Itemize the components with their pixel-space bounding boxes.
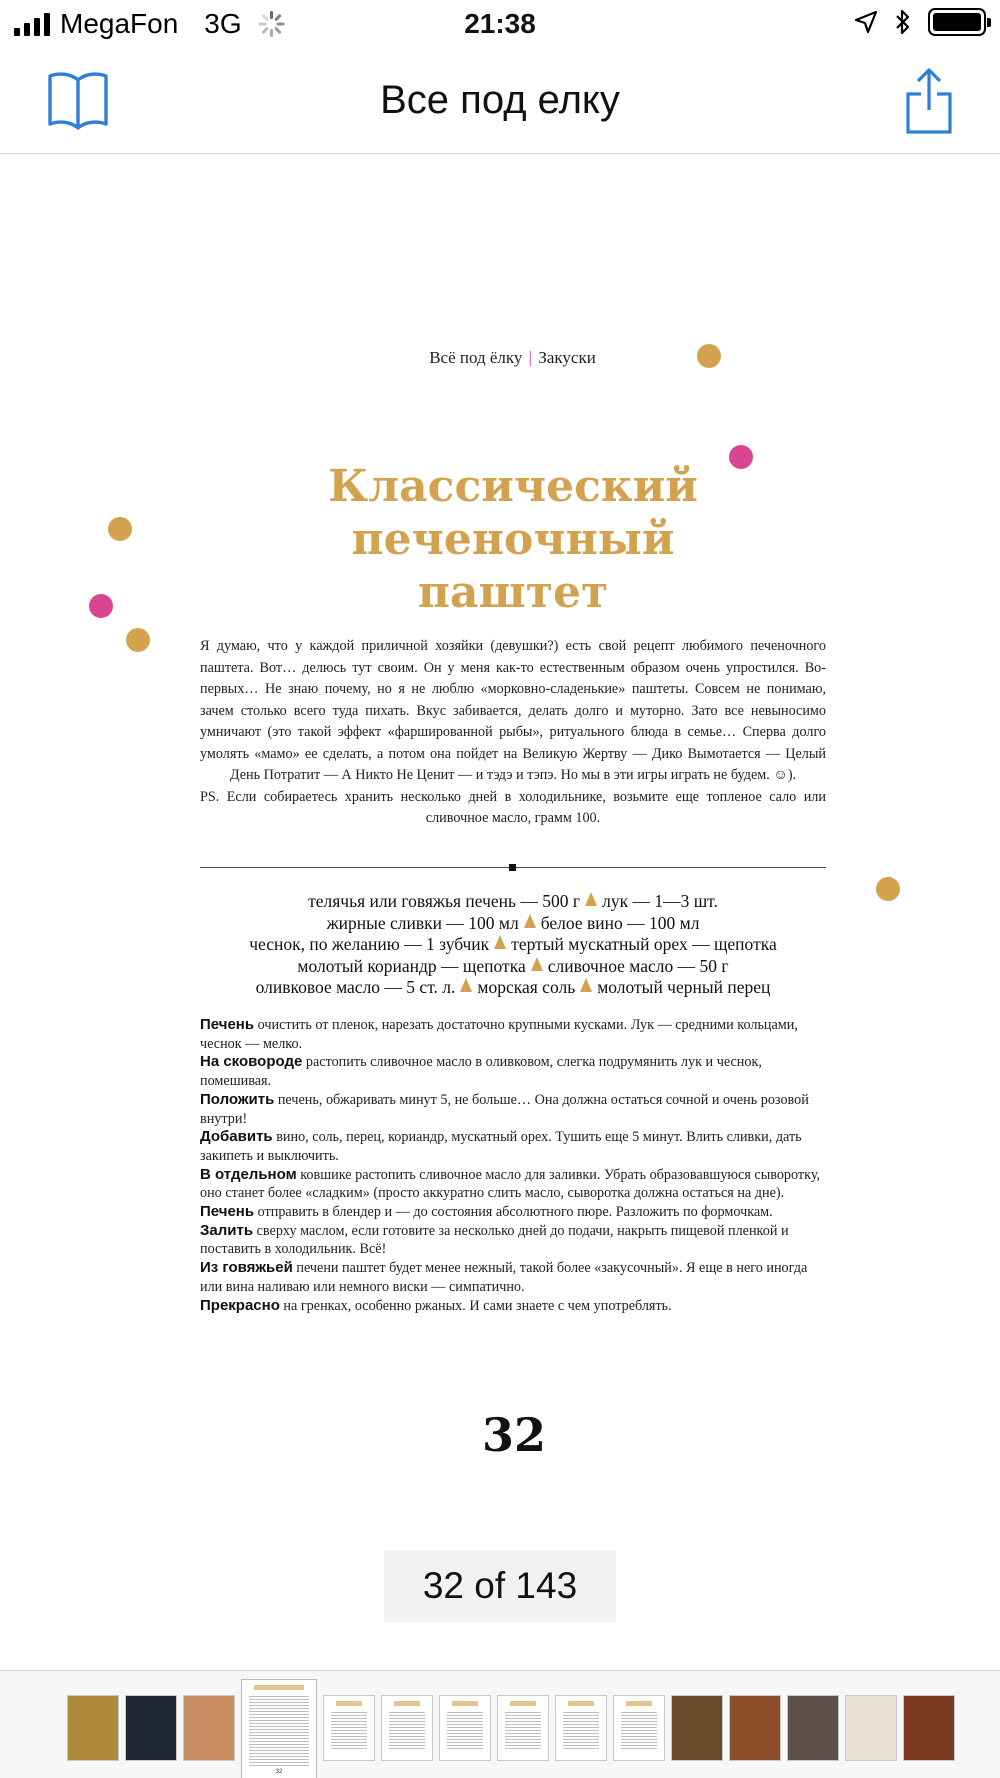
thumbnail-strip[interactable] bbox=[0, 1670, 1000, 1778]
page-thumbnail[interactable] bbox=[439, 1695, 491, 1761]
ingredient: белое вино — 100 мл bbox=[540, 912, 700, 933]
tree-icon bbox=[460, 978, 472, 992]
page-thumbnail[interactable] bbox=[671, 1695, 723, 1761]
thumbnail-list[interactable] bbox=[67, 1695, 955, 1778]
book-title: Все под елку bbox=[380, 78, 620, 122]
page-thumbnail-current[interactable] bbox=[241, 1679, 317, 1778]
battery-icon bbox=[928, 8, 986, 36]
step-lead: Из говяжьей bbox=[200, 1259, 293, 1277]
header-separator: | bbox=[528, 348, 533, 367]
running-header bbox=[0, 348, 1000, 368]
nav-bar bbox=[0, 50, 1000, 154]
page-indicator: 32 of 143 bbox=[384, 1550, 616, 1622]
step-text: очистить от пленок, нарезать достаточно крупными кусками. Лук — средними кольцами, чеснок — мелко. bbox=[200, 1017, 798, 1052]
header-book-title: Всё под ёлку bbox=[429, 348, 523, 367]
carrier-name: MegaFon bbox=[60, 8, 179, 39]
ingredient: сливочное масло — 50 г bbox=[547, 955, 729, 976]
ingredient-row bbox=[190, 891, 836, 913]
step-text: растопить сливочное масло в оливковом, слегка подрумянить лук и чеснок, помешивая. bbox=[200, 1054, 762, 1090]
step-text: на гренках, особенно ржаных. И сами знаете с чем употреблять. bbox=[279, 1297, 672, 1314]
ingredient: лук — 1—3 шт. bbox=[602, 891, 718, 911]
ingredient: чеснок, по желанию — 1 зубчик bbox=[249, 934, 490, 955]
step-text: ковшике растопить сливочное масло для заливки. Убрать образовавшуюся сыворотку, оно станет более «сладким» (просто аккуратно слить масло, сыворотка должна остаться на дне). bbox=[200, 1166, 821, 1202]
recipe-step bbox=[200, 1166, 826, 1203]
recipe-step bbox=[200, 1259, 826, 1296]
recipe-step bbox=[200, 1053, 826, 1090]
ingredient: телячья или говяжья печень — 500 г bbox=[308, 891, 581, 911]
decor-dot-gold bbox=[126, 628, 150, 652]
network-type: 3G bbox=[204, 8, 242, 39]
page-thumbnail[interactable] bbox=[787, 1695, 839, 1761]
step-lead: На сковороде bbox=[200, 1053, 303, 1071]
page-thumbnail[interactable] bbox=[903, 1695, 955, 1761]
recipe-intro bbox=[200, 636, 826, 830]
recipe-step bbox=[200, 1222, 826, 1259]
decor-dot-gold bbox=[697, 344, 721, 368]
ingredient: морская соль bbox=[477, 977, 576, 998]
page-thumbnail[interactable] bbox=[67, 1695, 119, 1761]
step-lead: Добавить bbox=[200, 1128, 273, 1146]
bluetooth-icon bbox=[894, 8, 912, 36]
share-icon[interactable] bbox=[904, 66, 954, 136]
ingredient-row bbox=[190, 934, 836, 956]
page-thumbnail[interactable] bbox=[497, 1695, 549, 1761]
ingredient-row bbox=[190, 956, 836, 978]
status-time: 21:38 bbox=[464, 8, 536, 39]
page-thumbnail[interactable] bbox=[729, 1695, 781, 1761]
book-page[interactable] bbox=[0, 155, 1000, 1670]
printed-page-number: 32 bbox=[481, 1408, 546, 1462]
status-right bbox=[854, 8, 986, 36]
tree-icon bbox=[580, 978, 592, 992]
step-lead: Печень bbox=[200, 1203, 255, 1221]
tree-icon bbox=[494, 935, 506, 949]
step-text: печень, обжаривать минут 5, не больше… Она должна остаться сочной и очень розовой внутри! bbox=[200, 1091, 809, 1127]
recipe-title-line: Классический bbox=[328, 461, 698, 512]
recipe-step bbox=[200, 1016, 826, 1053]
recipe-step bbox=[200, 1091, 826, 1128]
recipe-step bbox=[200, 1203, 826, 1222]
header-section: Закуски bbox=[538, 348, 596, 367]
recipe-title bbox=[0, 460, 1000, 619]
divider-ornament bbox=[509, 864, 516, 871]
tree-icon bbox=[524, 914, 536, 928]
recipe-steps bbox=[200, 1016, 826, 1315]
ingredient: оливковое масло — 5 ст. л. bbox=[255, 977, 456, 998]
step-lead: Залить bbox=[200, 1221, 254, 1239]
ingredient-row bbox=[190, 977, 836, 999]
step-lead: Прекрасно bbox=[200, 1296, 280, 1314]
step-text: печени паштет будет менее нежный, такой более «закусочный». Я еще в него иногда или вина наливаю или немного виски — симпатично. bbox=[200, 1260, 808, 1295]
thumbnail-page-label: 32 bbox=[275, 1769, 283, 1775]
ingredient: молотый кориандр — щепотка bbox=[297, 955, 526, 976]
step-text: отправить в блендер и — до состояния абсолютного пюре. Разложить по формочкам. bbox=[254, 1204, 773, 1221]
ingredients-list bbox=[190, 891, 836, 999]
step-text: сверху маслом, если готовите за несколько дней до подачи, накрыть пищевой пленкой и поставить в холодильник. Всё! bbox=[200, 1222, 789, 1258]
page-thumbnail[interactable] bbox=[125, 1695, 177, 1761]
step-lead: Положить bbox=[200, 1090, 275, 1108]
location-arrow-icon bbox=[854, 10, 878, 34]
recipe-title-line: паштет bbox=[417, 567, 609, 618]
page-thumbnail[interactable] bbox=[613, 1695, 665, 1761]
ingredient-row bbox=[190, 913, 836, 935]
step-lead: Печень bbox=[200, 1016, 255, 1033]
recipe-step bbox=[200, 1128, 826, 1165]
step-text: вино, соль, перец, кориандр, мускатный орех. Тушить еще 5 минут. Влить сливки, дать закипеть и выключить. bbox=[200, 1129, 802, 1164]
step-lead: В отдельном bbox=[200, 1165, 297, 1183]
page-thumbnail[interactable] bbox=[555, 1695, 607, 1761]
recipe-title-line: печеночный bbox=[351, 514, 675, 565]
page-thumbnail[interactable] bbox=[381, 1695, 433, 1761]
tree-icon bbox=[585, 892, 597, 906]
page-thumbnail[interactable] bbox=[845, 1695, 897, 1761]
ingredient: тертый мускатный орех — щепотка bbox=[511, 934, 777, 955]
decor-dot-gold bbox=[876, 877, 900, 901]
recipe-step bbox=[200, 1297, 826, 1316]
tree-icon bbox=[531, 957, 543, 971]
intro-paragraph: Я думаю, что у каждой приличной хозяйки (девушки?) есть свой рецепт любимого печеночного паштета. Вот… делюсь тут своим. Он у меня как-то естественным образом очень упростился. Во-первых… Не знаю почему, но я не люблю «морковно-сладенькие» паштеты. Совсем не понимаю, зачем столько всего туда пихать. Вкус забивается, делать долго и муторно. Зато все невыносимо умничают (это такой эффект «фаршированной рыбы», ритуального блюда в семье… Сперва долго умолять «мамо» ее сделать, а потом она пойдет на Великую Жертву — Дико Вымотается — Целый День Потратит — А Никто Не Ценит — и тэдэ и тэпэ. Но мы в эти игры играть не будем. ☺). bbox=[200, 638, 826, 783]
page-thumbnail[interactable] bbox=[183, 1695, 235, 1761]
intro-ps: PS. Если собираетесь хранить несколько дней в холодильнике, возьмите еще топленое сало или сливочное масло, грамм 100. bbox=[200, 788, 826, 826]
status-bar bbox=[0, 0, 1000, 50]
ingredient: молотый черный перец bbox=[597, 977, 771, 998]
page-thumbnail[interactable] bbox=[323, 1695, 375, 1761]
ingredient: жирные сливки — 100 мл bbox=[326, 912, 519, 933]
